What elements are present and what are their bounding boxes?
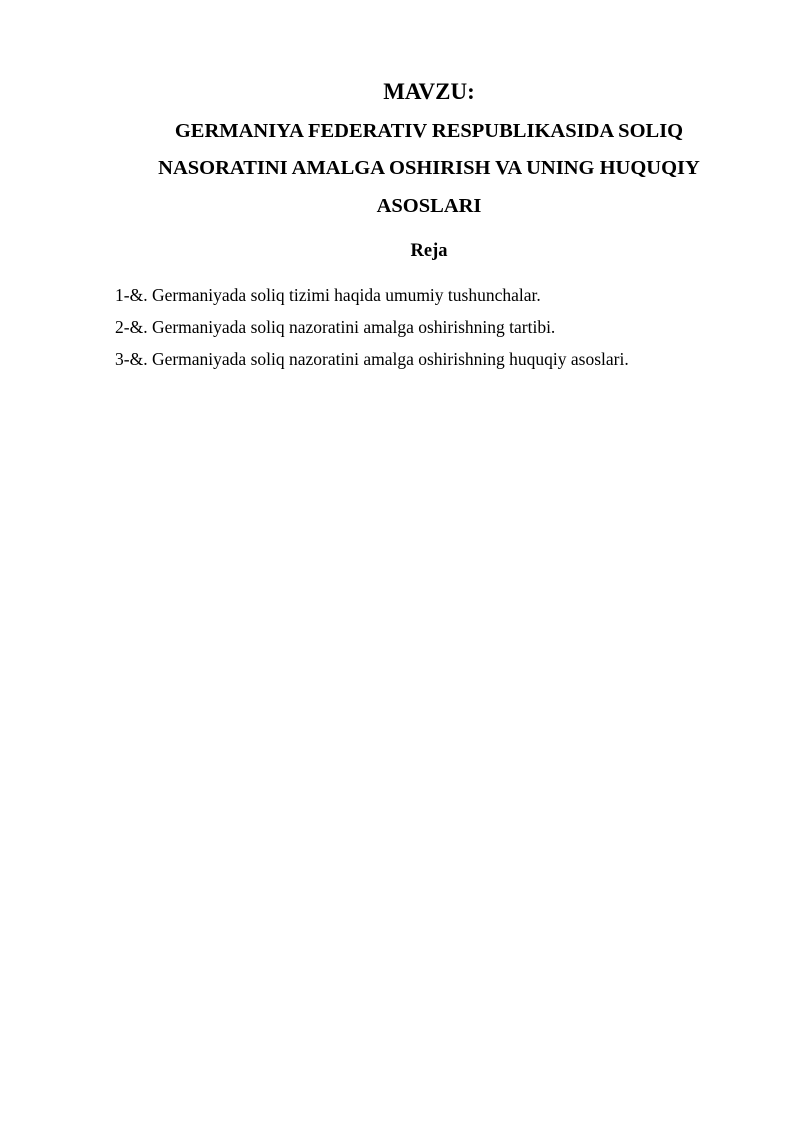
- plan-item: 3-&. Germaniyada soliq nazoratini amalga oshirishning huquqiy asoslari.: [115, 349, 629, 369]
- title-line-3: ASOSLARI: [376, 195, 482, 217]
- plan-list: [115, 283, 629, 379]
- topic-heading: MAVZU:: [383, 79, 475, 104]
- plan-heading: Reja: [410, 241, 448, 261]
- title-line-2: NASORATINI AMALGA OSHIRISH VA UNING HUQUQIY: [158, 157, 700, 179]
- plan-item: 2-&. Germaniyada soliq nazoratini amalga oshirishning tartibi.: [115, 317, 556, 337]
- plan-item: 1-&. Germaniyada soliq tizimi haqida umumiy tushunchalar.: [115, 285, 541, 305]
- title-line-1: GERMANIYA FEDERATIV RESPUBLIKASIDA SOLIQ: [174, 120, 684, 142]
